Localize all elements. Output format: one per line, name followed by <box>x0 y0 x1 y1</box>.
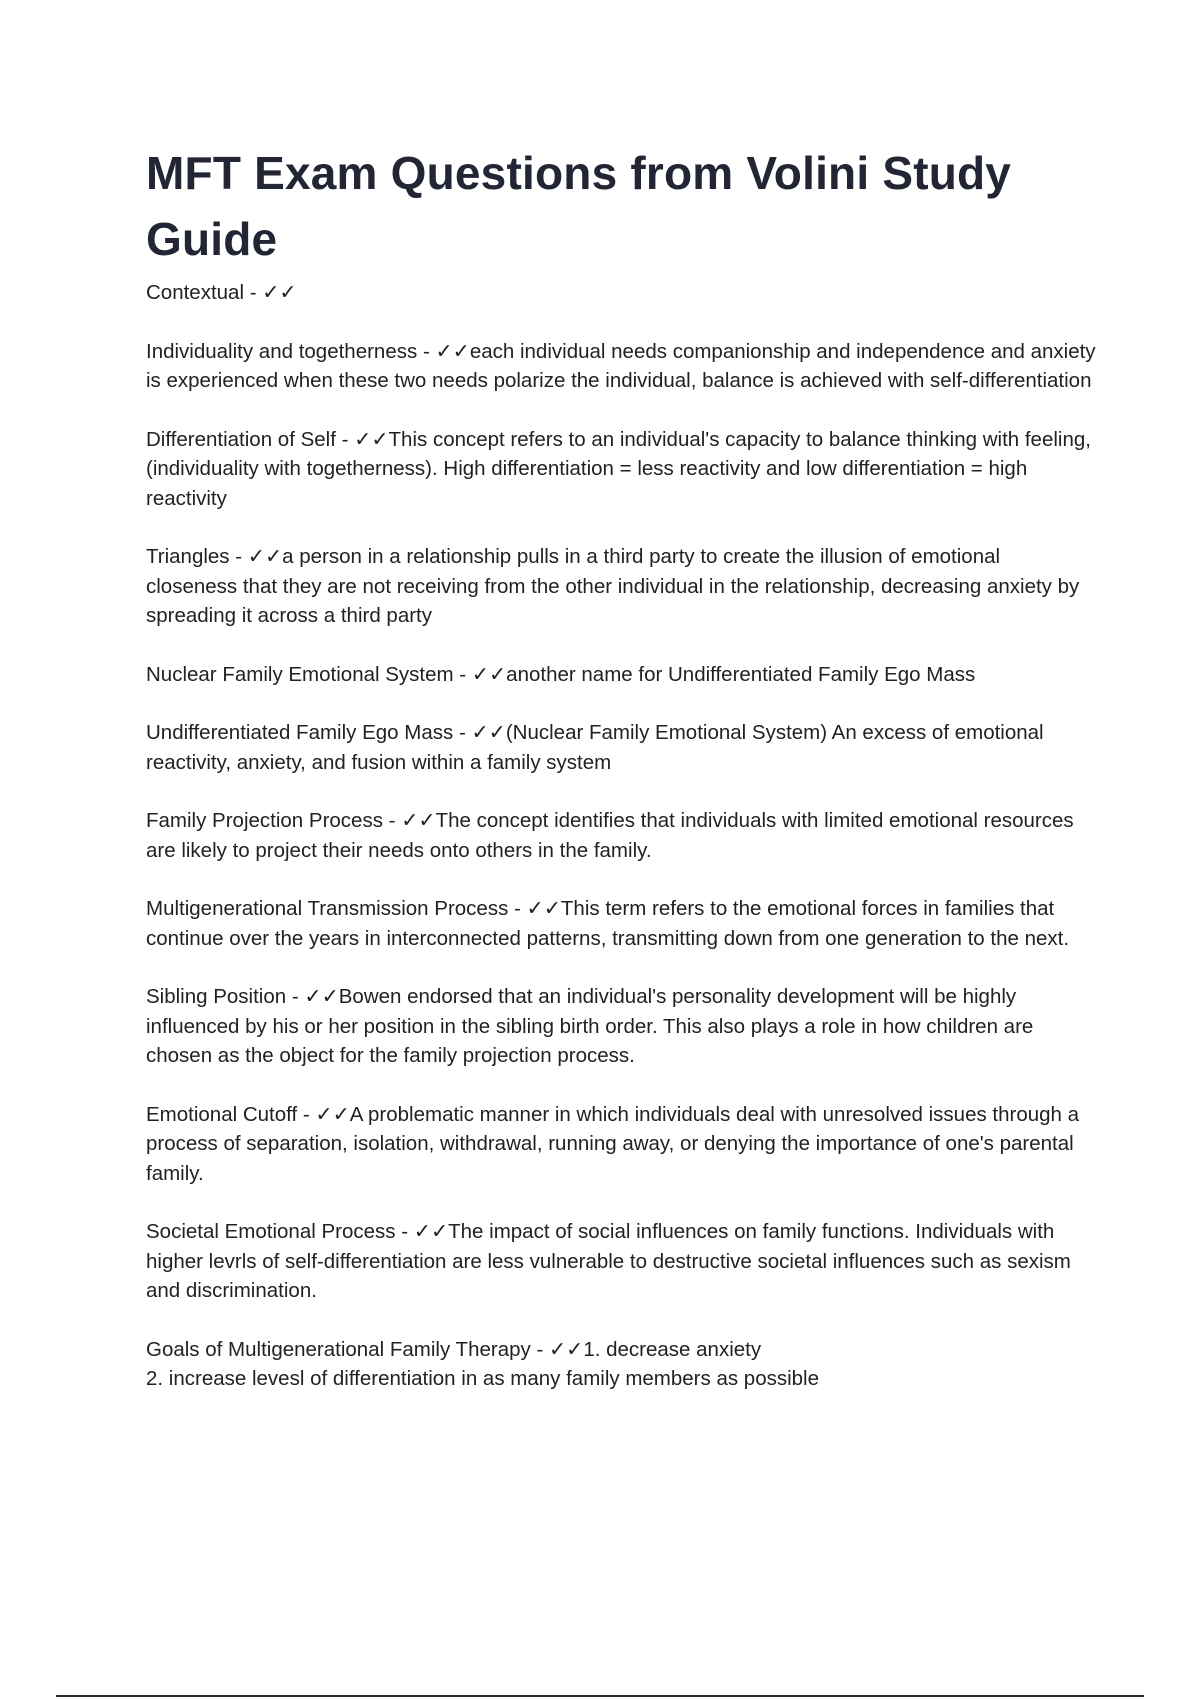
entry-separator: - <box>530 1337 549 1361</box>
glossary-entry <box>146 1335 1096 1394</box>
glossary-entry <box>146 660 1096 690</box>
entry-separator: - <box>286 985 305 1008</box>
glossary-entry <box>146 425 1096 514</box>
footer-divider <box>56 1695 1144 1697</box>
entry-term: Undifferentiated Family Ego Mass <box>146 721 454 744</box>
entry-separator: - <box>244 281 263 304</box>
check-mark-icon: ✓✓ <box>548 1337 584 1361</box>
entry-definition: (Nuclear Family Emotional System) An excess of emotional reactivity, anxiety, and fusion within a family system <box>146 721 1044 774</box>
entry-term: Nuclear Family Emotional System <box>146 662 454 686</box>
entry-definition: another name for Undifferentiated Family Ego Mass <box>506 662 976 686</box>
entry-definition: This term refers to the emotional forces in families that continue over the years in interconnected patterns, transmitting down from one generation to the next. <box>146 897 1070 950</box>
document-page <box>146 140 1096 1423</box>
entry-definition: Bowen endorsed that an individual's personality development will be highly influenced by his or her position in the sibling birth order. This also plays a role in how children are chosen as the object for the family projection process. <box>146 985 1034 1067</box>
entry-separator: - <box>382 809 402 832</box>
entry-separator: - <box>297 1102 316 1126</box>
glossary-entry <box>146 278 1096 308</box>
glossary-entry <box>146 806 1096 865</box>
entry-separator: - <box>453 662 472 686</box>
entry-definition: each individual needs companionship and independence and anxiety is experienced when these two needs polarize the individual, balance is achieved with self-differentiation <box>146 339 1096 392</box>
entry-term: Individuality and togetherness <box>146 339 418 363</box>
check-mark-icon: ✓✓ <box>526 897 561 920</box>
entry-term: Goals of Multigenerational Family Therapy <box>146 1337 531 1361</box>
glossary-entry <box>146 894 1096 953</box>
check-mark-icon: ✓✓ <box>435 339 470 363</box>
glossary-entry <box>146 1217 1096 1306</box>
entry-term: Multigenerational Transmission Process <box>146 897 509 920</box>
entry-definition: The concept identifies that individuals with limited emotional resources are likely to project their needs onto others in the family. <box>146 809 1074 862</box>
entry-term: Triangles <box>146 545 230 568</box>
check-mark-icon: ✓✓ <box>354 427 389 451</box>
entry-term: Societal Emotional Process <box>146 1220 396 1243</box>
glossary-entry <box>146 1100 1096 1189</box>
check-mark-icon: ✓✓ <box>471 721 506 744</box>
glossary-entry <box>146 337 1096 396</box>
entry-definition: A problematic manner in which individuals deal with unresolved issues through a process of separation, isolation, withdrawal, running away, or denying the importance of one's parental family. <box>146 1102 1080 1185</box>
entry-term: Sibling Position <box>146 985 287 1008</box>
check-mark-icon: ✓✓ <box>315 1102 350 1126</box>
glossary-entry <box>146 982 1096 1071</box>
entry-definition: The impact of social influences on family functions. Individuals with higher levrls of self-differentiation are less vulnerable to destructive societal influences such as sexism and discrimination. <box>146 1220 1071 1302</box>
entry-separator: - <box>417 339 436 363</box>
entry-separator: - <box>335 427 355 451</box>
check-mark-icon: ✓✓ <box>304 985 339 1008</box>
entry-separator: - <box>453 721 472 744</box>
check-mark-icon: ✓✓ <box>247 545 283 568</box>
entry-term: Family Projection Process <box>146 809 383 832</box>
entry-definition: This concept refers to an individual's capacity to balance thinking with feeling, (individuality with togetherness). High differentiation = less reactivity and low differentiation = high reactivity <box>146 427 1091 510</box>
check-mark-icon: ✓✓ <box>401 809 436 832</box>
entry-definition: 1. decrease anxiety <box>583 1337 762 1361</box>
entry-term: Contextual <box>146 281 245 304</box>
glossary-entry <box>146 542 1096 631</box>
entry-separator: - <box>395 1220 414 1243</box>
check-mark-icon: ✓✓ <box>471 662 507 686</box>
entry-separator: - <box>229 545 248 568</box>
entry-separator: - <box>508 897 527 920</box>
check-mark-icon: ✓✓ <box>413 1220 449 1243</box>
document-title: MFT Exam Questions from Volini Study Guide <box>146 147 1012 265</box>
entry-list <box>146 278 1096 1394</box>
glossary-entry <box>146 718 1096 777</box>
entry-term: Emotional Cutoff <box>146 1102 298 1126</box>
entry-definition: a person in a relationship pulls in a third party to create the illusion of emotional closeness that they are not receiving from the other individual in the relationship, decreasing anxiety by spreading it across a third party <box>146 545 1080 627</box>
entry-term: Differentiation of Self <box>146 427 336 451</box>
entry-definition-line2: 2. increase levesl of differentiation in as many family members as possible <box>146 1367 820 1390</box>
check-mark-icon: ✓✓ <box>262 281 297 304</box>
